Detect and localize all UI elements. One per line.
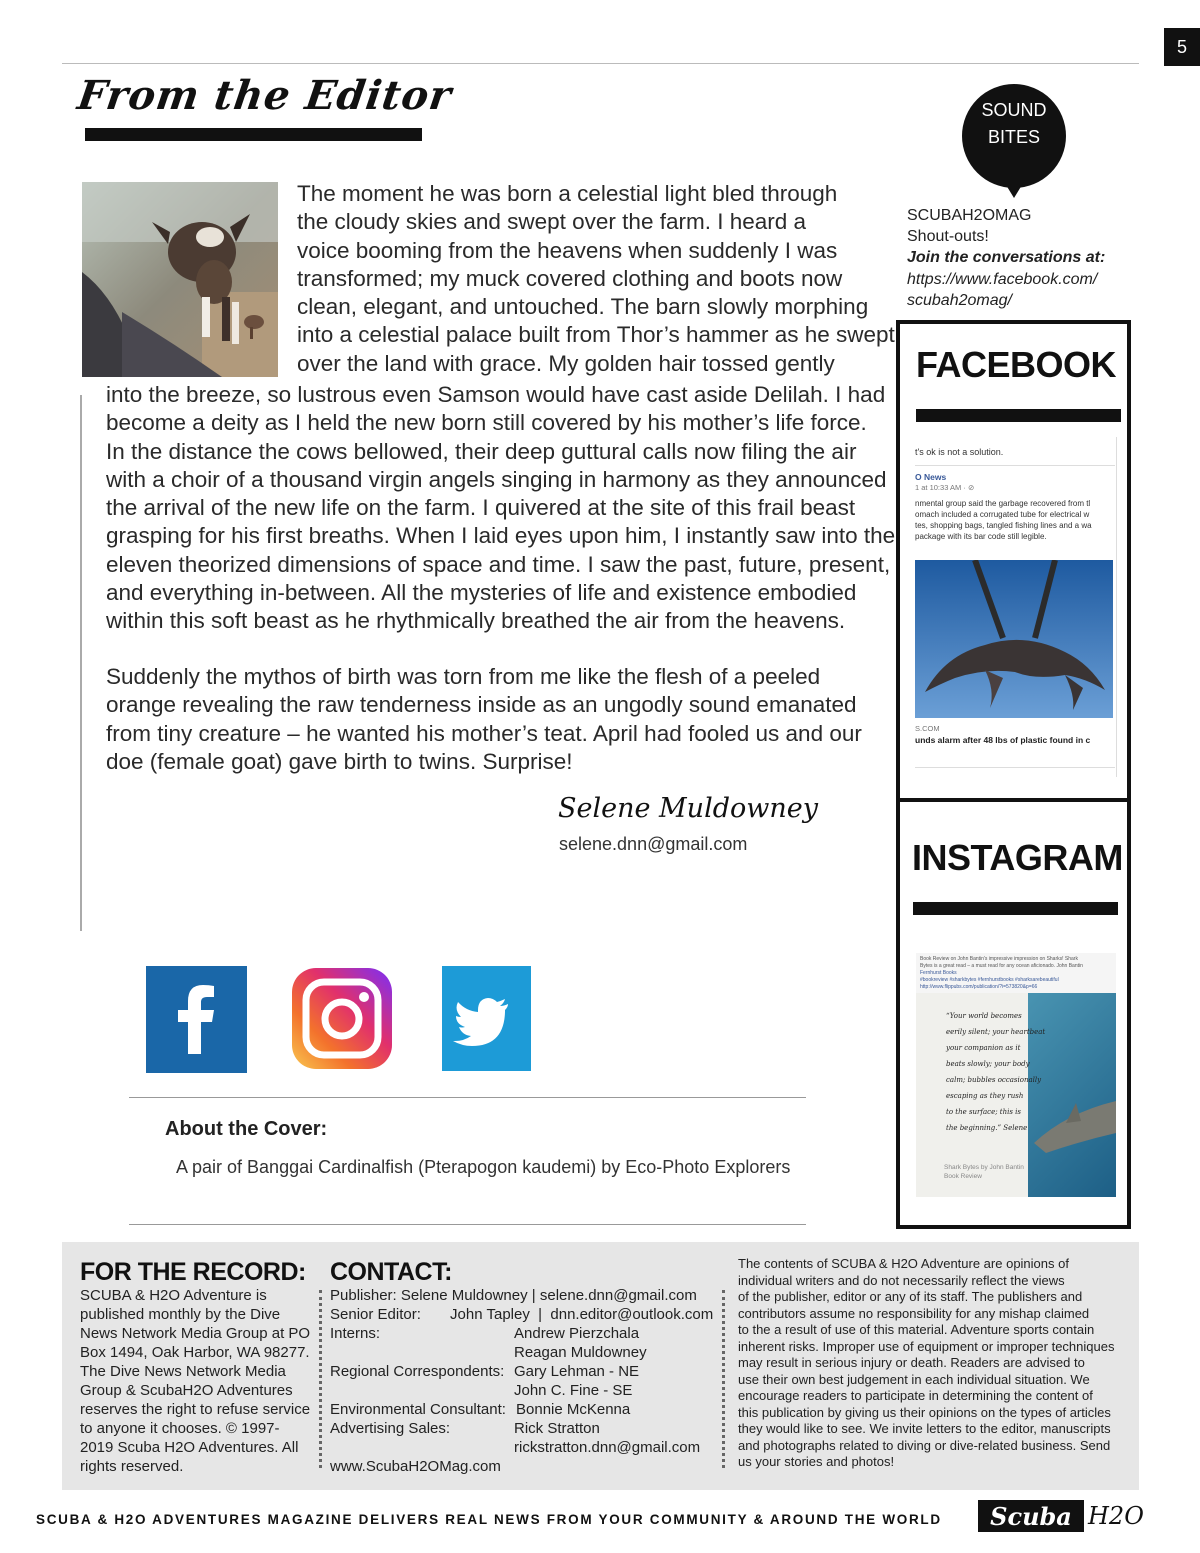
post-caption [920,956,1083,991]
instagram-icon[interactable] [290,966,394,1071]
facebook-box [896,320,1131,802]
contact-value: Bonnie McKenna [516,1401,631,1418]
editor-paragraph-2 [106,663,862,776]
credit-line: Book Review [944,1173,982,1180]
record-line: Group & ScubaH2O Adventures [80,1382,293,1399]
quote-line: “Your world becomes [946,1012,1022,1020]
text-line: into the breeze, so lustrous even Samson would have cast aside Delilah. I had [106,382,886,407]
quote-line: calm; bubbles occasionally [946,1076,1042,1084]
disclaimer-line: may result in serious injury or death. Readers are advised to [738,1355,1085,1370]
contact-row [330,1305,722,1324]
join-label: Join the conversations at: [907,249,1106,266]
editor-email-link[interactable]: selene.dnn@gmail.com [559,834,748,854]
contact-label: Interns: [330,1325,381,1342]
text-line: and everything in-between. All the mysteries of life and existence embodied [106,580,857,606]
contact-value: Gary Lehman - NE [514,1363,640,1380]
contact-list [330,1286,722,1476]
contact-row [330,1419,722,1438]
disclaimer-line: individual writers and do not necessarily reflect the views [738,1272,1065,1288]
instagram-post-preview[interactable] [916,953,1116,1197]
disclaimer-line: contributors assume no responsibility for any mishap claimed [738,1305,1090,1321]
text-line: voice booming from the heavens when suddenly I was [297,237,838,263]
text-line: into a celestial palace built from Thor’s hammer as he swept [297,322,895,348]
disclaimer-line: The contents of SCUBA & H2O Adventure are opinions of [738,1256,1069,1271]
record-line: 2019 Scuba H2O Adventures. All [80,1439,299,1456]
instagram-box [896,798,1131,1229]
post-time: 1 at 10:33 AM · ⊘ [915,483,975,492]
facebook-box-title: FACEBOOK [916,344,1117,385]
record-line: to anyone it chooses. © 1997- [80,1420,280,1437]
facebook-title-bar [916,409,1121,422]
quote-line: the beginning.” Selene [946,1124,1028,1132]
record-line: published monthly by the Dive [80,1306,281,1323]
text-line: grasping for his first breaths. When I laid eyes upon him, I instantly saw into the [106,523,896,549]
text-line: with a choir of a thousand virgin angels singing in harmony as they announced [106,466,887,492]
contact-row [330,1381,722,1400]
dotted-separator [319,1290,322,1468]
shoutout-handle: SCUBAH2OMAG [907,207,1032,224]
instagram-title-bar [913,902,1118,915]
caption-line: #bookreview #sharkbytes #fernhurstbooks #sharksarebeautiful [920,977,1059,983]
post-divider [915,767,1115,768]
editor-paragraph-1-cont [106,381,895,636]
text-line: Suddenly the mythos of birth was torn from me like the flesh of a peeled [106,664,821,689]
top-rule [62,63,1139,64]
contact-label: Advertising Sales: [330,1420,451,1437]
quote-line: to the surface; this is [946,1108,1022,1116]
text-line: orange revealing the raw tenderness inside as an ungodly sound emanated [106,692,857,718]
record-text [80,1286,313,1476]
record-line: The Dive News Network Media [80,1363,286,1380]
about-top-rule [129,1097,806,1098]
disclaimer-line: this publication by giving us their opinions on the types of articles [738,1404,1111,1420]
editor-signature: Selene Muldowney [558,793,818,824]
post-divider [915,465,1115,466]
text-line: clean, elegant, and untouched. The barn slowly morphing [297,294,869,320]
post-text: t's ok is not a solution. [915,447,1004,457]
scuba-logo: Scuba [978,1500,1084,1532]
text-line: transformed; my muck covered clothing and boots now [297,265,843,291]
contact-row [330,1343,722,1362]
contact-row [330,1324,722,1343]
facebook-url-link-cont[interactable]: scubah2omag/ [907,292,1012,309]
contact-label: Regional Correspondents: [330,1363,505,1380]
credit-line: Shark Bytes by John Bantin [944,1164,1024,1171]
text-line: become a deity as I held the new born still covered by his mother’s life force. [106,410,867,436]
bottom-tagline: SCUBA & H2O ADVENTURES MAGAZINE DELIVERS REAL NEWS FROM YOUR COMMUNITY & AROUND THE WORLD [36,1512,942,1527]
contact-label: Senior Editor: John Tapley | dnn.editor@outlook.com [330,1306,714,1323]
disclaimer-line: they would like to see. We invite letters to the editor, manuscripts [738,1421,1111,1436]
post-line: nmental group said the garbage recovered from tl [915,499,1091,508]
sound-bites-bubble [962,84,1066,188]
post-body [915,498,1092,542]
facebook-icon[interactable] [146,966,247,1073]
text-line: eleven theorized dimensions of space and time. I saw the past, future, present, [106,551,891,577]
disclaimer-line: and photographs related to diving or dive-related business. Send [738,1437,1111,1453]
disclaimer-text [738,1256,1121,1471]
facebook-url-link[interactable]: https://www.facebook.com/ [907,271,1098,288]
contact-row [330,1400,722,1419]
caption-line: Book Review on John Bantin's impressive impression on Sharks! Shark [920,956,1078,962]
footer-panel [62,1242,1139,1490]
contact-label: Environmental Consultant: [330,1401,506,1418]
contact-value: Andrew Pierzchala [514,1325,640,1342]
post-source: O News [915,472,947,482]
instagram-box-title: INSTAGRAM [912,837,1123,878]
contact-title: CONTACT: [330,1258,452,1286]
record-line: rights reserved. [80,1458,184,1475]
record-line: reserves the right to refuse service [80,1401,311,1418]
text-line: over the land with grace. My golden hair tossed gently [297,350,835,376]
text-line: within this soft beast as he rhythmically breathed the air from the heavens. [106,608,846,634]
bubble-tail [1003,180,1025,198]
text-line: from tiny creature – he wanted his mother’s teat. April had fooled us and our [106,720,862,746]
contact-row[interactable] [330,1438,722,1457]
editor-paragraph-1 [297,180,895,378]
facebook-post-preview[interactable] [915,437,1117,777]
goat-photo [82,182,278,377]
quote-line: eerily silent; your heartbeat [946,1028,1046,1036]
quote-line: escaping as they rush [946,1092,1024,1100]
text-line: doe (female goat) gave birth to twins. Surprise! [106,748,573,774]
bubble-line: SOUND [981,100,1047,120]
dotted-separator [722,1290,725,1468]
contact-label: www.ScubaH2OMag.com [330,1458,501,1475]
link-domain: S.COM [915,724,940,733]
about-cover-title: About the Cover: [165,1118,328,1140]
text-line: In the distance the cows bellowed, their deep guttural calls now filing the air [106,438,857,464]
disclaimer-line: encourage readers to participate in determining the content of [738,1388,1093,1403]
record-line: SCUBA & H2O Adventure is [80,1287,267,1304]
quote-line: your companion as it [946,1044,1021,1052]
title-underline-bar [85,128,422,141]
contact-value: Rick Stratton [514,1420,600,1437]
post-line: package with its bar code still legible. [915,532,1047,541]
disclaimer-line: of the publisher, editor or any of its staff. The publishers and [738,1289,1083,1304]
editor-title: From the Editor [74,72,455,119]
disclaimer-line: inherent risks. Improper use of equipment or improper techniques [738,1338,1115,1354]
about-cover-text: A pair of Banggai Cardinalfish (Pterapogon kaudemi) by Eco-Photo Explorers [176,1157,791,1177]
about-bottom-rule [129,1224,806,1225]
book-quote [946,1008,1045,1136]
post-line: omach included a corrugated tube for electrical w [915,510,1090,519]
shoutout-label: Shout-outs! [907,228,989,245]
caption-line: Fernhurst Books [920,970,957,976]
bubble-line: BITES [987,127,1040,147]
page-number: 5 [1164,28,1200,66]
disclaimer-line: us your stories and photos! [738,1454,895,1469]
book-credit [944,1163,1024,1181]
contact-value: rickstratton.dnn@gmail.com [514,1439,701,1456]
record-title: FOR THE RECORD: [80,1258,306,1286]
contact-row [330,1362,722,1381]
link-title: unds alarm after 48 lbs of plastic found in c [915,735,1091,745]
text-line: the cloudy skies and swept over the farm. I heard a [297,209,807,235]
twitter-icon[interactable] [442,966,531,1071]
disclaimer-line: to the a result of use of this material. Adventure sports contain [738,1322,1095,1337]
record-line: Box 1494, Oak Harbor, WA 98277. [80,1344,310,1361]
text-line: the arrival of the new life on the farm. I quivered at the site of this frail beast [106,495,856,521]
post-line: tes, shopping bags, tangled fishing lines and a wa [915,521,1092,530]
caption-line: http://www.flippubs.com/publication/?i=573820&p=66 [920,984,1038,990]
text-line: The moment he was born a celestial light bled through [297,181,838,206]
h2o-logo: H2O [1088,1502,1144,1530]
contact-value: Reagan Muldowney [514,1344,647,1361]
contact-row [330,1286,722,1305]
disclaimer-line: use their own best judgement in each individual situation. We [738,1371,1090,1387]
contact-row[interactable] [330,1457,722,1476]
quote-line: beats slowly; your body [946,1060,1030,1068]
contact-value: John C. Fine - SE [514,1382,633,1399]
caption-line: Bytes is a great read – a must read for any ocean aficionado. John Bantin [920,963,1083,969]
contact-label: Publisher: Selene Muldowney | selene.dnn@gmail.com [330,1287,697,1304]
column-rule [80,395,82,931]
whale-photo [915,560,1113,718]
record-line: News Network Media Group at PO [80,1325,311,1342]
